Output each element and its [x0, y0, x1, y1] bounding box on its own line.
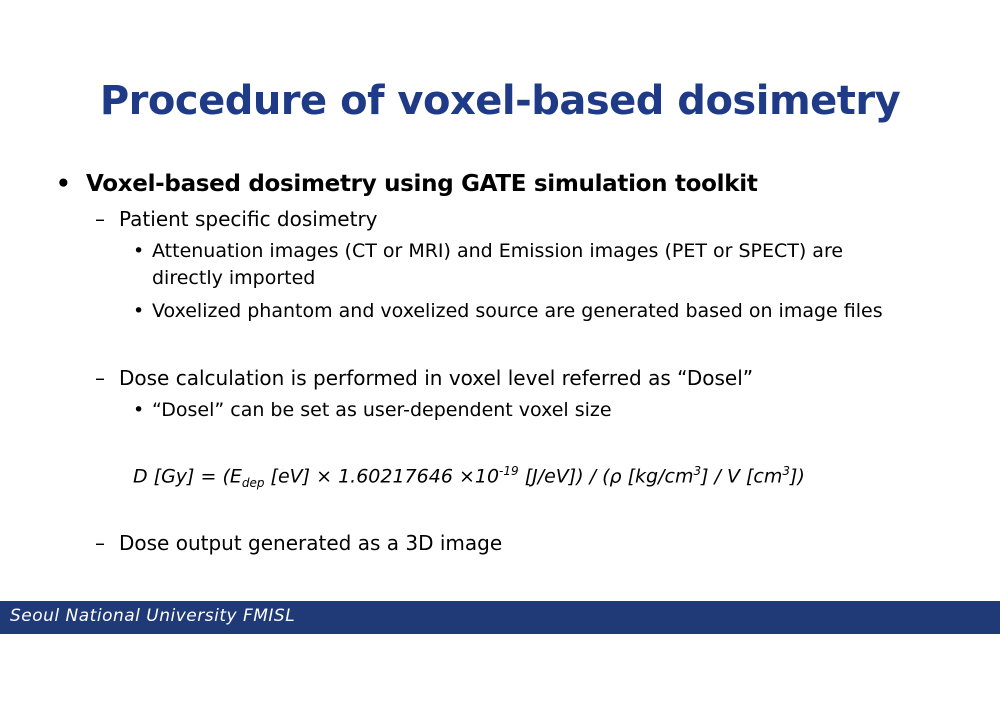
sub-item-attenuation-cont: directly imported	[152, 267, 316, 289]
sub-item-dosel: “Dosel” can be set as user-dependent voxel size	[152, 399, 612, 421]
dose-formula: D $[Gy] = (E_{dep}$ $[eV] \times 1.60217646 \times 10^{-19}$ [J/eV]) / (ρ $[kg/cm^3]$ / V $[cm^3]$)	[133, 464, 805, 491]
sub-item-voxelized: Voxelized phantom and voxelized source are generated based on image files	[152, 300, 883, 322]
sub-item-attenuation: Attenuation images (CT or MRI) and Emission images (PET or SPECT) are	[152, 240, 844, 262]
dash-marker: –	[95, 531, 105, 555]
dash-marker: –	[95, 207, 105, 231]
dash-marker: –	[95, 366, 105, 390]
sub-bullet-dose-output: Dose output generated as a 3D image	[119, 531, 503, 555]
bullet-dot: •	[133, 240, 145, 262]
bullet-dot: •	[56, 171, 71, 197]
main-bullet-text: Voxel-based dosimetry using GATE simulation toolkit	[86, 171, 758, 197]
footer-bar	[0, 601, 1000, 634]
bullet-dot: •	[133, 399, 145, 421]
footer-text: Seoul National University FMISL	[10, 606, 296, 626]
bullet-dot: •	[133, 300, 145, 322]
sub-bullet-dose-calculation: Dose calculation is performed in voxel level referred as “Dosel”	[119, 366, 754, 390]
sub-bullet-patient-specific: Patient specific dosimetry	[119, 207, 378, 231]
slide-title: Procedure of voxel-based dosimetry	[99, 78, 901, 124]
